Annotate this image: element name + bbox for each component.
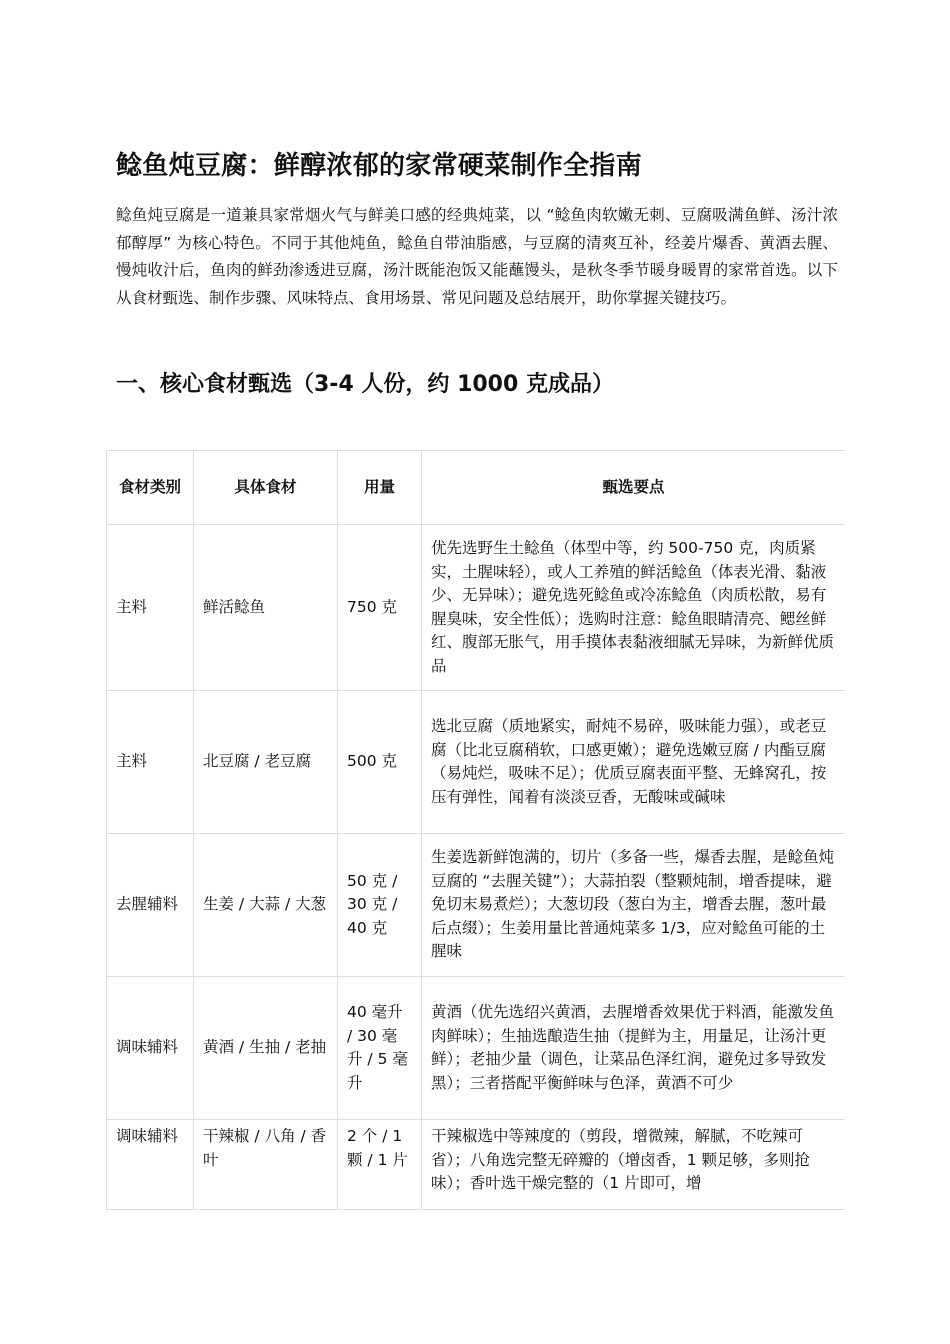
intro-paragraph: 鲶鱼炖豆腐是一道兼具家常烟火气与鲜美口感的经典炖菜，以 “鲶鱼肉软嫩无刺、豆腐吸满鱼鲜、汤汁浓郁醇厚” 为核心特色。不同于其他炖鱼，鲶鱼自带油脂感，与豆腐的清爽互补，经姜片爆香、黄酒去腥、慢炖收汁后，鱼肉的鲜劲渗透进豆腐，汤汁既能泡饭又能蘸馒头，是秋冬季节暖身暖胃的家常首选。以下从食材甄选、制作步骤、风味特点、食用场景、常见问题及总结展开，助你掌握关键技巧。 xyxy=(116,206,838,307)
page-title: 鲶鱼炖豆腐：鲜醇浓郁的家常硬菜制作全指南 xyxy=(116,151,643,181)
cell-amount: 40 毫升 / 30 毫升 / 5 毫升 xyxy=(338,977,422,1120)
table-row xyxy=(107,977,846,1120)
section-title-ingredients: 一、核心食材甄选（3-4 人份，约 1000 克成品） xyxy=(116,372,614,397)
cell-category: 去腥辅料 xyxy=(107,834,194,977)
cell-requirements: 黄酒（优先选绍兴黄酒，去腥增香效果优于料酒，能激发鱼肉鲜味）；生抽选酿造生抽（提鲜为主，用量足，让汤汁更鲜）；老抽少量（调色，让菜品色泽红润，避免过多导致发黑）；三者搭配平衡鲜味与色泽，黄酒不可少 xyxy=(422,977,846,1120)
table-header-row xyxy=(107,451,846,525)
header-category: 食材类别 xyxy=(107,451,194,525)
ingredients-table xyxy=(106,450,845,1210)
cell-category: 调味辅料 xyxy=(107,1120,194,1211)
cell-category: 调味辅料 xyxy=(107,977,194,1120)
cell-category: 主料 xyxy=(107,525,194,691)
cell-ingredient: 干辣椒 / 八角 / 香叶 xyxy=(194,1120,338,1211)
cell-ingredient: 黄酒 / 生抽 / 老抽 xyxy=(194,977,338,1120)
ingredients-table-container xyxy=(106,450,845,1210)
cell-requirements: 优先选野生土鲶鱼（体型中等，约 500-750 克，肉质紧实，土腥味轻），或人工养殖的鲜活鲶鱼（体表光滑、黏液少、无异味）；避免选死鲶鱼或冷冻鲶鱼（肉质松散，易有腥臭味，安全性低）；选购时注意：鲶鱼眼睛清亮、鳃丝鲜红、腹部无胀气，用手摸体表黏液细腻无异味，为新鲜优质品 xyxy=(422,525,846,691)
cell-ingredient: 北豆腐 / 老豆腐 xyxy=(194,691,338,834)
cell-amount: 2 个 / 1 颗 / 1 片 xyxy=(338,1120,422,1211)
cell-amount: 50 克 / 30 克 / 40 克 xyxy=(338,834,422,977)
header-amount: 用量 xyxy=(338,451,422,525)
table-row xyxy=(107,691,846,834)
cell-ingredient: 生姜 / 大蒜 / 大葱 xyxy=(194,834,338,977)
cell-requirements: 干辣椒选中等辣度的（剪段，增微辣，解腻，不吃辣可省）；八角选完整无碎瓣的（增卤香，1 颗足够，多则抢味）；香叶选干燥完整的（1 片即可，增 xyxy=(422,1120,846,1211)
header-requirements: 甄选要点 xyxy=(422,451,846,525)
table-row xyxy=(107,1120,846,1211)
table-row xyxy=(107,834,846,977)
cell-amount: 750 克 xyxy=(338,525,422,691)
cell-ingredient: 鲜活鲶鱼 xyxy=(194,525,338,691)
cell-requirements: 生姜选新鲜饱满的，切片（多备一些，爆香去腥，是鲶鱼炖豆腐的 “去腥关键”）；大蒜拍裂（整颗炖制，增香提味，避免切末易煮烂）；大葱切段（葱白为主，增香去腥，葱叶最后点缀）；生姜用量比普通炖菜多 1/3，应对鲶鱼可能的土腥味 xyxy=(422,834,846,977)
cell-category: 主料 xyxy=(107,691,194,834)
cell-requirements: 选北豆腐（质地紧实，耐炖不易碎，吸味能力强），或老豆腐（比北豆腐稍软，口感更嫩）；避免选嫩豆腐 / 内酯豆腐（易炖烂，吸味不足）；优质豆腐表面平整、无蜂窝孔，按压有弹性，闻着有淡淡豆香，无酸味或碱味 xyxy=(422,691,846,834)
cell-amount: 500 克 xyxy=(338,691,422,834)
table-row xyxy=(107,525,846,691)
header-ingredient: 具体食材 xyxy=(194,451,338,525)
